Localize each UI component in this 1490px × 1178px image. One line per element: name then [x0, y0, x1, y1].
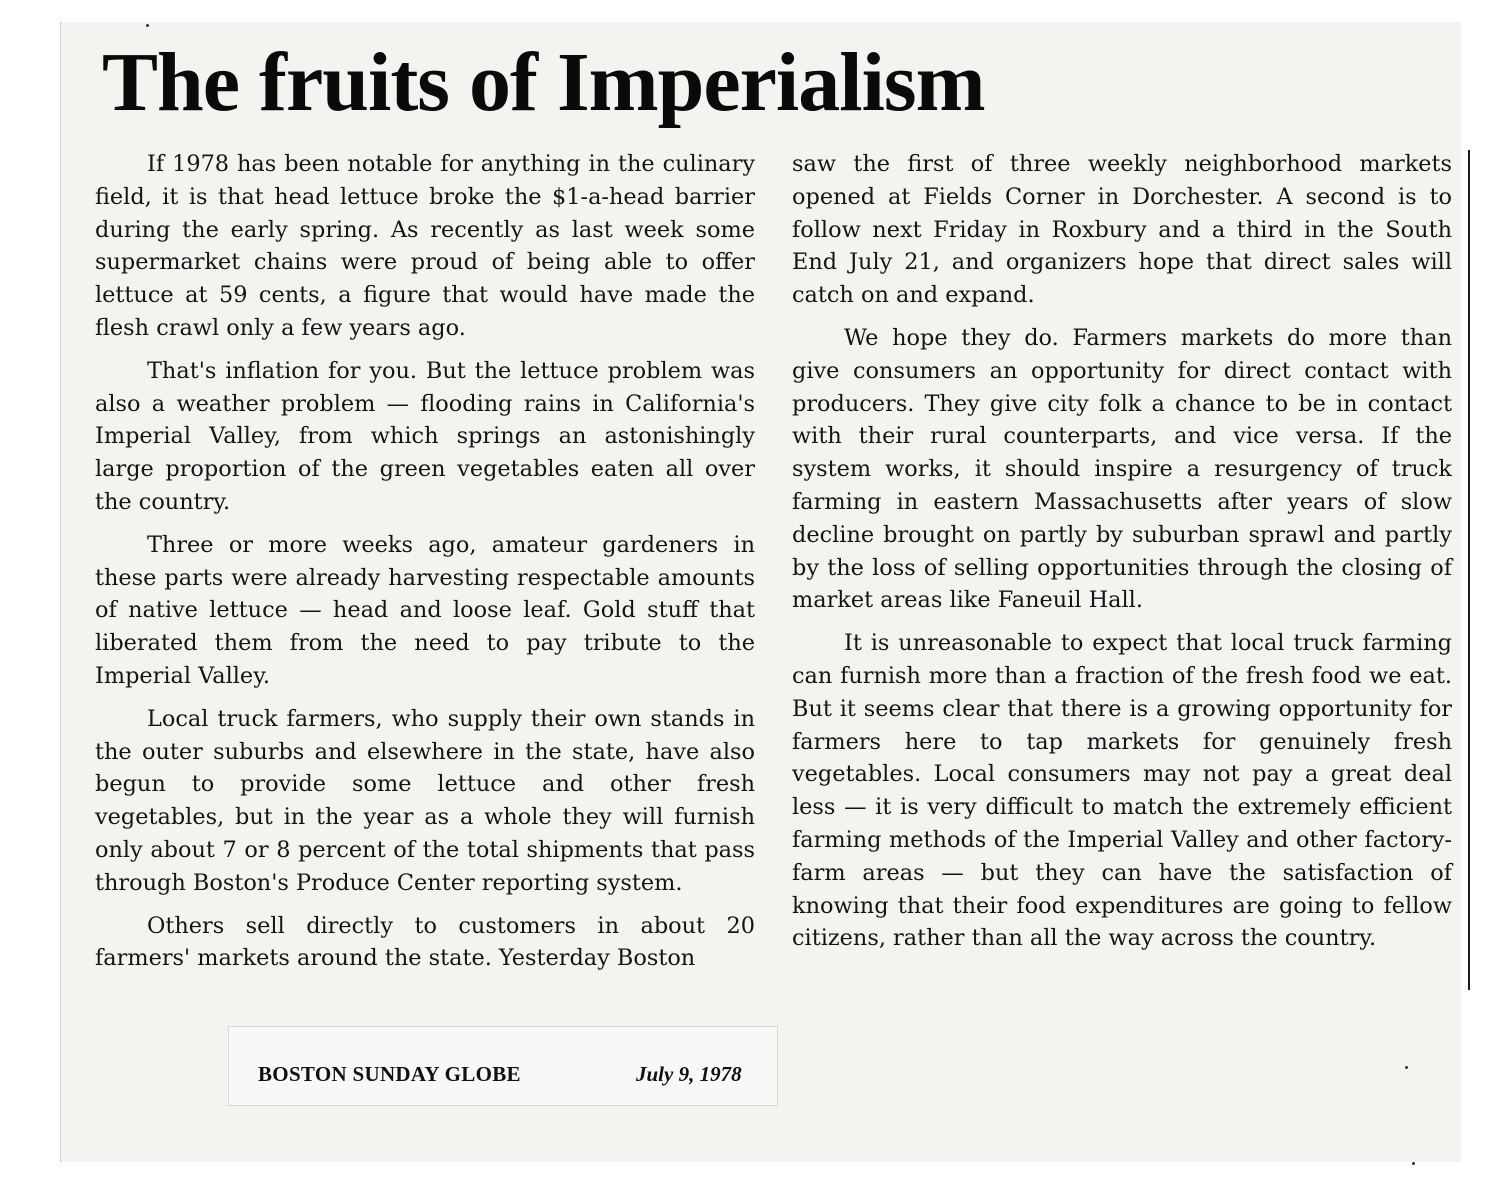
paper-speck [146, 24, 149, 27]
paragraph: If 1978 has been notable for anything in the culinary field, it is that head lettuce broke the $1-a-head barrier during the early spring. As recently as last week some supermarket chains were proud of being able to offer lettuce at 59 cents, a figure that would have made the flesh crawl only a few years ago. [95, 151, 755, 341]
paragraph: Others sell directly to customers in about 20 farmers' markets around the state. Yesterday Boston [95, 912, 755, 972]
article-column-left [95, 148, 755, 985]
paper-speck [1405, 1066, 1408, 1069]
column-rule [1468, 150, 1470, 990]
paragraph: Three or more weeks ago, amateur gardeners in these parts were already harvesting respectable amounts of native lettuce — head and loose leaf. Gold stuff that liberated them from the need to pay tribute to the Imperial Valley. [95, 531, 755, 689]
paper-speck [1412, 1162, 1415, 1165]
paragraph: We hope they do. Farmers markets do more than give consumers an opportunity for direct contact with producers. They give city folk a chance to be in contact with their rural counterparts, and vice versa. If the system works, it should inspire a resurgency of truck farming in eastern Massachusetts after years of slow decline brought on partly by suburban sprawl and partly by the loss of selling opportunities through the closing of market areas like Faneuil Hall. [792, 324, 1452, 614]
publication-date: July 9, 1978 [636, 1062, 742, 1086]
paragraph: Local truck farmers, who supply their own stands in the outer suburbs and elsewhere in the state, have also begun to provide some lettuce and other fresh vegetables, but in the year as a whole they will furnish only about 7 or 8 percent of the total shipments that pass through Boston's Produce Center reporting system. [95, 705, 755, 896]
paragraph: It is unreasonable to expect that local truck farming can furnish more than a fraction of the fresh food we eat. But it seems clear that there is a growing opportunity for farmers here to tap markets for genuinely fresh vegetables. Local consumers may not pay a great deal less — it is very difficult to match the extremely efficient farming methods of the Imperial Valley and other factory-farm areas — but they can have the satisfaction of knowing that their food expenditures are going to fellow citizens, rather than all the way across the country. [792, 630, 1452, 952]
paragraph: saw the first of three weekly neighborhood markets opened at Fields Corner in Dorchester. A second is to follow next Friday in Roxbury and a third in the South End July 21, and organizers hope that direct sales will catch on and expand. [792, 151, 1452, 309]
publication-name: BOSTON SUNDAY GLOBE [258, 1062, 521, 1086]
article-column-right [792, 148, 1452, 965]
paragraph: That's inflation for you. But the lettuce problem was also a weather problem — flooding rains in California's Imperial Valley, from which springs an astonishingly large proportion of the green vegetables eaten all over the country. [95, 357, 755, 515]
article-headline: The fruits of Imperialism [102, 36, 985, 129]
